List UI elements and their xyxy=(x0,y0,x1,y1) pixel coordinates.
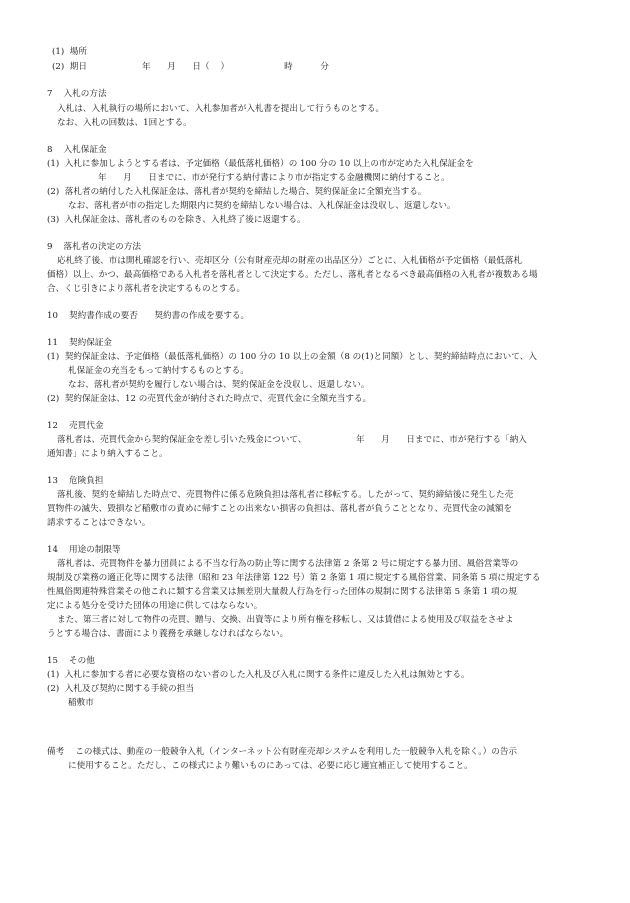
section-12-text: 通知書」により納入すること。 xyxy=(47,449,168,459)
section-9-text: 合、くじ引きにより落札者を決定するものとする。 xyxy=(47,284,246,294)
section-13-heading: 13 危険負担 xyxy=(47,476,104,486)
section-15-item-2: (2) 入札及び契約に関する手続の担当 xyxy=(47,684,194,694)
section-11-item-2: (2) 契約保証金は、12 の売買代金が納付された時点で、売買代金に全額充当する。 xyxy=(47,394,372,404)
item-2-date: (2) 期日 年 月 日（ ） 時 分 xyxy=(52,62,329,72)
section-15-heading: 15 その他 xyxy=(47,656,95,666)
section-15-item-1: (1) 入札に参加する者に必要な資格のない者のした入札及び入札に関する条件に違反した入札は無効とする。 xyxy=(47,670,470,680)
section-8-item-1: 年 月 日までに、市が発行する納付書により市が指定する金融機関に納付すること。 xyxy=(98,173,450,183)
section-13-text: 買物件の滅失、毀損など稲敷市の責めに帰すことの出来ない損害の負担は、落札者が負うこととなり、売買代金の減額を xyxy=(47,504,513,514)
section-12-text: 落札者は、売買代金から契約保証金を差し引いた残金について、 年 月 日までに、市が発行する「納入 xyxy=(57,435,527,445)
section-12-heading: 12 売買代金 xyxy=(47,421,104,431)
section-9-text: 応札終了後、市は開札確認を行い、売却区分（公有財産売却の財産の出品区分）ごとに、入札価格が予定価格（最低落札 xyxy=(57,256,523,266)
section-11-item-1: (1) 契約保証金は、予定価格（最低落札価格）の 100 分の 10 以上の金額（8 の(1)と同額）とし、契約締結時点において、入 xyxy=(47,352,537,362)
section-14-text: 性風俗関連特殊営業その他これに類する営業又は無差別大量殺人行為を行った団体の規制に関する法律第 5 条第 1 項の規 xyxy=(47,587,517,597)
section-15-item-2-value: 稲敷市 xyxy=(68,698,94,708)
section-7-text: なお、入札の回数は、1回とする。 xyxy=(57,118,192,128)
section-11-item-1: なお、落札者が契約を履行しない場合は、契約保証金を没収し、返還しない。 xyxy=(68,380,370,390)
section-14-text: また、第三者に対して物件の売買、贈与、交換、出資等により所有権を移転し、又は賃借による使用及び収益をさせよ xyxy=(57,615,514,625)
section-11-item-1: 札保証金の充当をもって納付するものとする。 xyxy=(68,366,249,376)
section-14-text: うとする場合は、書面により義務を承継しなければならない。 xyxy=(47,629,289,639)
section-8-item-1: (1) 入札に参加しようとする者は、予定価格（最低落札価格）の 100 分の 10 以上の市が定めた入札保証金を xyxy=(47,159,474,169)
section-14-text: 定による処分を受けた団体の用途に供してはならない。 xyxy=(47,601,263,611)
section-13-text: 落札後、契約を締結した時点で、売買物件に係る危険負担は落札者に移転する。したがって、契約締結後に発生した売 xyxy=(57,490,514,500)
section-9-heading: 9 落札者の決定の方法 xyxy=(47,242,142,252)
section-8-item-2: (2) 落札者の納付した入札保証金は、落札者が契約を締結した場合、契約保証金に全額充当する。 xyxy=(47,187,427,197)
section-8-item-2: なお、落札者が市の指定した期限内に契約を締結しない場合は、入札保証金は没収し、返還しない。 xyxy=(68,201,456,211)
section-14-text: 落札者は、売買物件を暴力団員による不当な行為の防止等に関する法律第 2 条第 2 号に規定する暴力団、風俗営業等の xyxy=(57,559,519,569)
section-7-text: 入札は、入札執行の場所において、入札参加者が入札書を提出して行うものとする。 xyxy=(57,104,385,114)
remarks-note: に使用すること。ただし、この様式により難いものにあっては、必要に応じ適宜補正して使用すること。 xyxy=(68,761,473,771)
section-13-text: 請求することはできない。 xyxy=(47,518,151,528)
section-11-heading: 11 契約保証金 xyxy=(47,338,113,348)
section-10-heading: 10 契約書作成の要否 契約書の作成を要する。 xyxy=(47,311,250,321)
section-9-text: 価格）以上、かつ、最高価格である入札者を落札者として決定する。ただし、落札者となるべき最高価格の入札者が複数ある場 xyxy=(47,270,538,280)
section-7-heading: 7 入札の方法 xyxy=(47,89,107,99)
section-8-heading: 8 入札保証金 xyxy=(47,145,107,155)
section-14-text: 規制及び業務の適正化等に関する法律（昭和 23 年法律第 122 号）第 2 条第 1 項に規定する風俗営業、同条第 5 項に規定する xyxy=(47,573,541,583)
item-1-place: (1) 場所 xyxy=(52,47,87,57)
section-8-item-3: (3) 入札保証金は、落札者のものを除き、入札終了後に返還する。 xyxy=(47,215,306,225)
section-14-heading: 14 用途の制限等 xyxy=(47,545,121,555)
remarks-note: 備考 この様式は、動産の一般競争入札（インターネット公有財産売却システムを利用した一般競争入札を除く。）の告示 xyxy=(47,747,518,757)
